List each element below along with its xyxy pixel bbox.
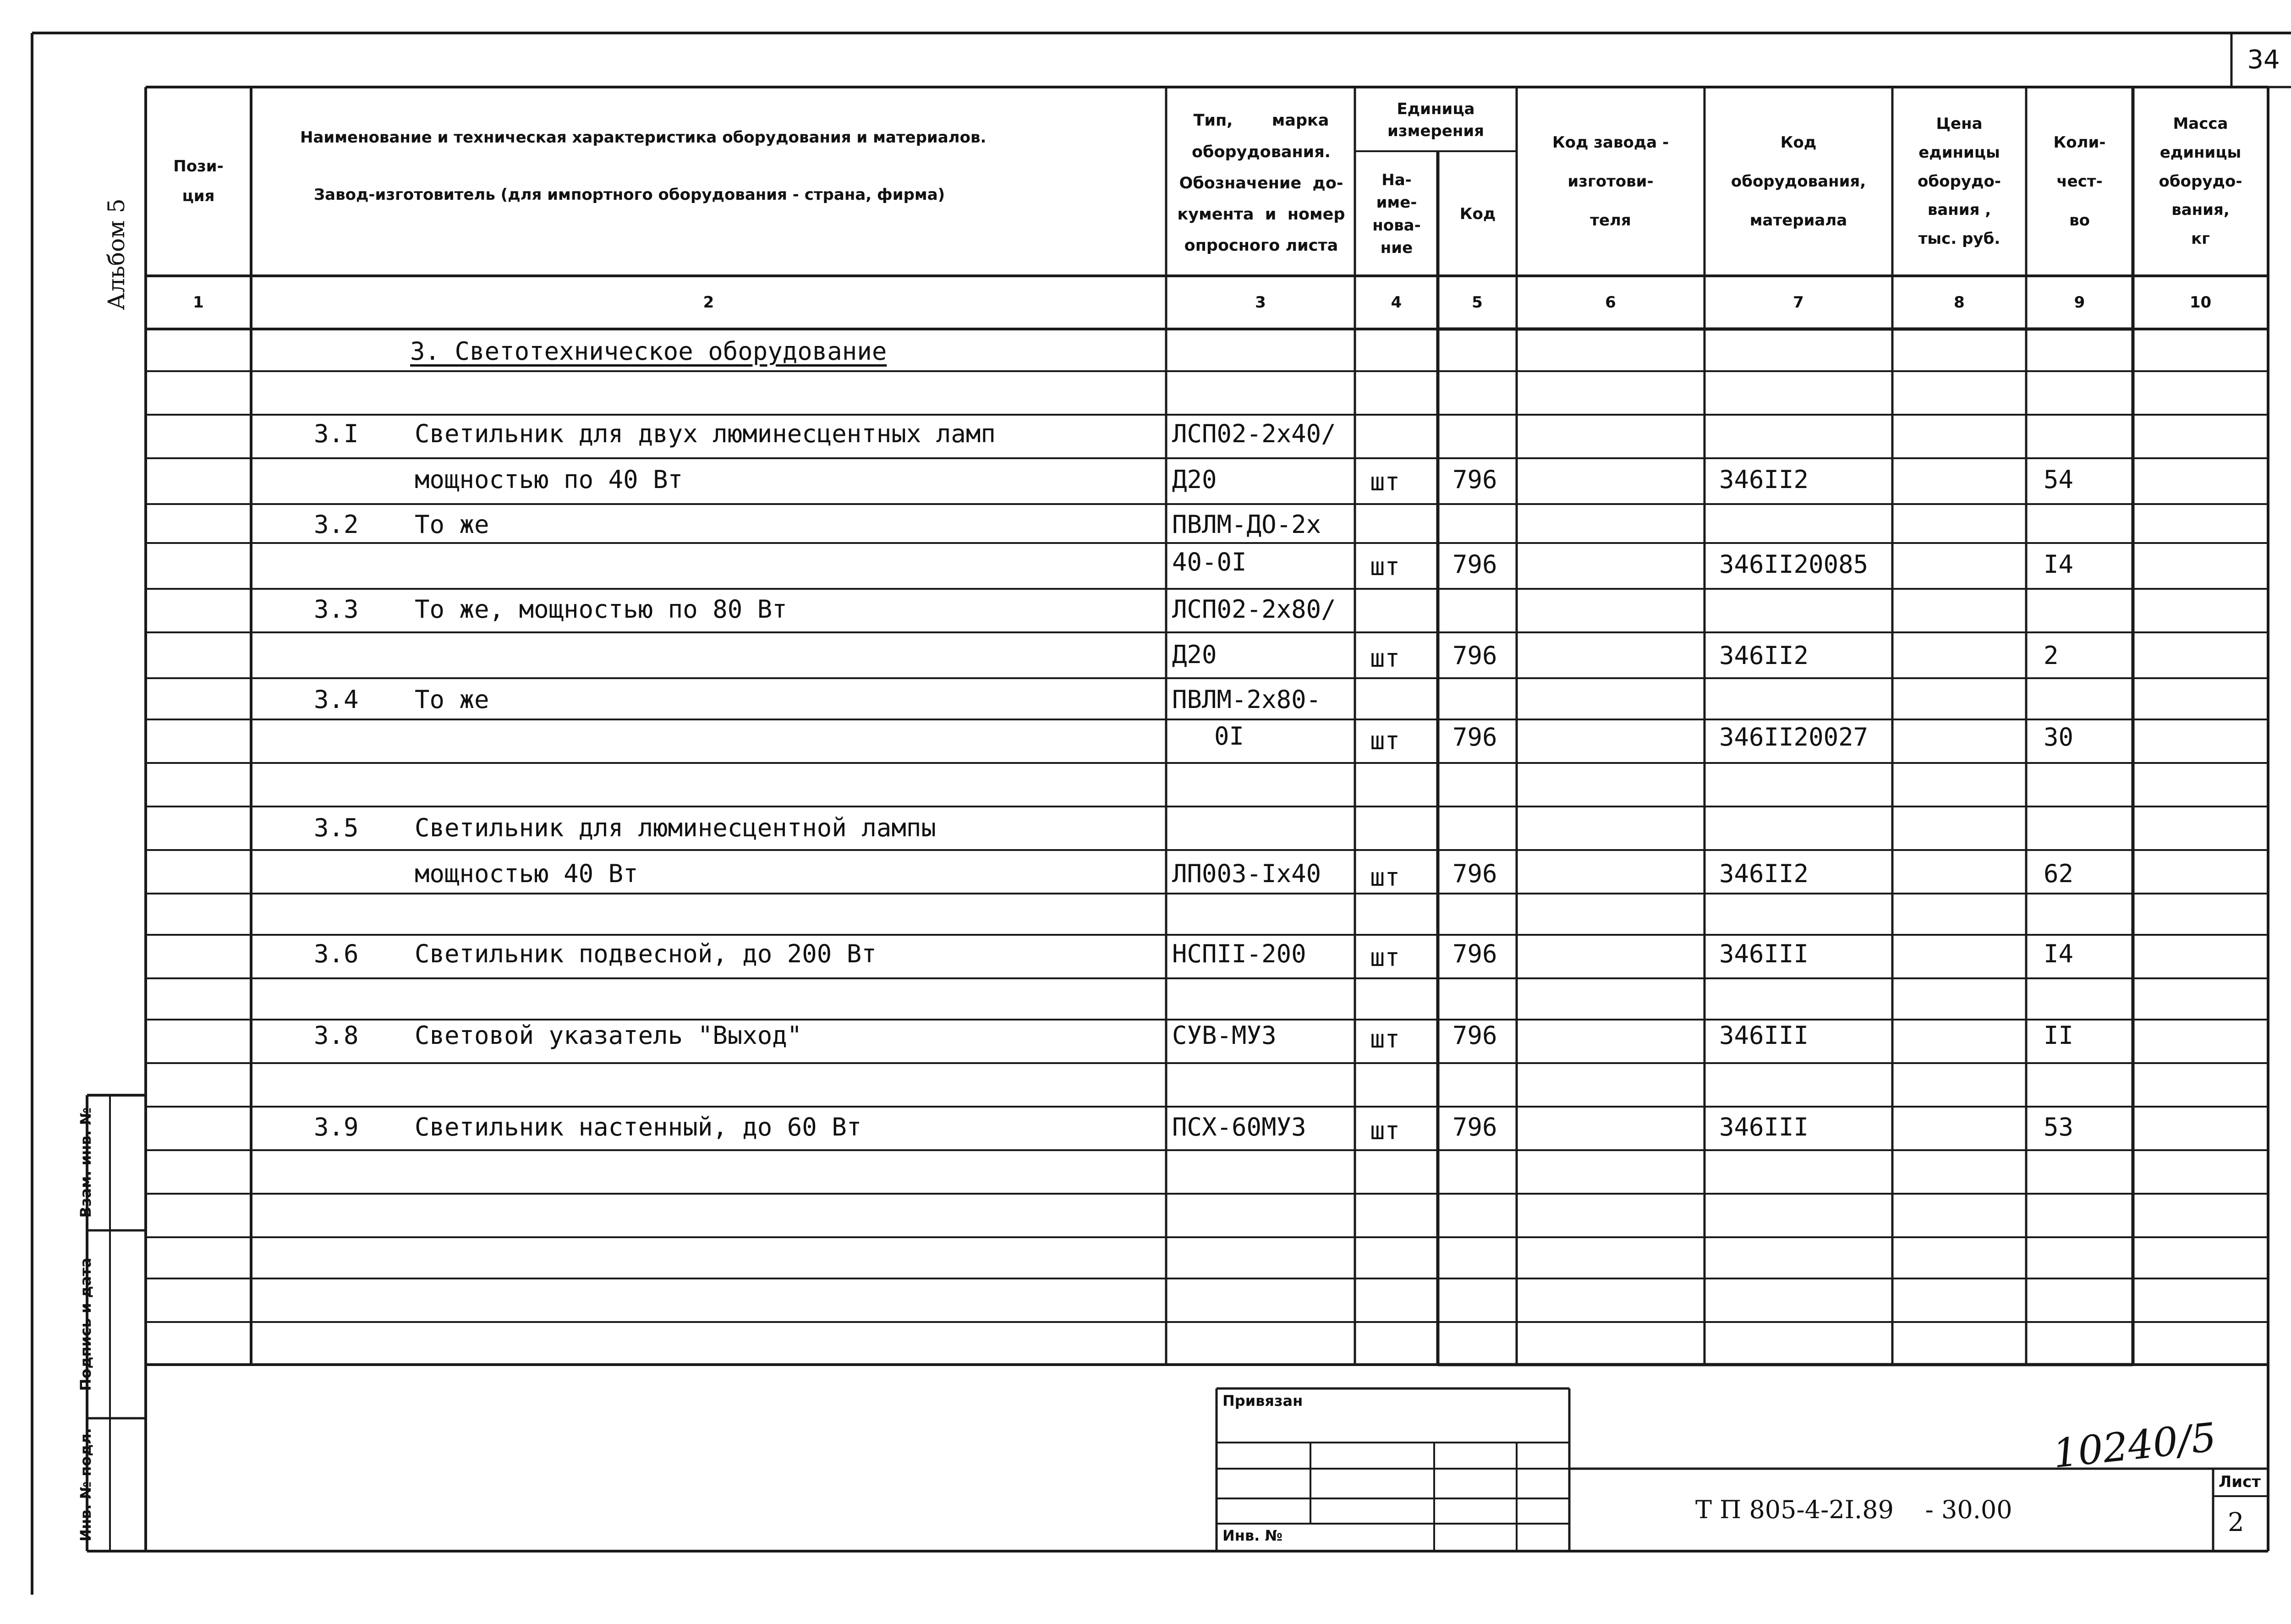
header-name-line2: Завод-изготовитель (для импортного оборудования - страна, фирма) [314, 185, 945, 204]
row-position: 3.9 [314, 1113, 359, 1141]
header-unit-group: Единица измерения [1387, 99, 1484, 140]
column-number: 10 [2189, 293, 2212, 312]
row-type: ПВЛМ-ДО-2х [1172, 510, 1321, 539]
row-name: Светильник для люминесцентной лампы [415, 813, 936, 842]
header-name-line1: Наименование и техническая характеристика оборудования и материалов. [300, 128, 987, 147]
row-equipment-code: 346II2 [1719, 859, 1809, 888]
row-equipment-code: 346III [1719, 939, 1809, 968]
row-name: Световой указатель "Выход" [415, 1021, 802, 1050]
section-title: 3. Светотехническое оборудование [410, 337, 887, 366]
header-type: Тип, марка оборудования. Обозначение до- кумента и номер опросного листа [1177, 111, 1345, 255]
stamp-replaced-inventory: Взам. инв. № [77, 1107, 94, 1218]
row-unit-code: 796 [1452, 550, 1497, 579]
row-position: 3.5 [314, 813, 359, 842]
row-unit-code: 796 [1452, 465, 1497, 494]
column-number: 7 [1793, 293, 1804, 312]
row-name: Светильник настенный, до 60 Вт [415, 1113, 862, 1141]
row-quantity: 53 [2044, 1113, 2074, 1141]
row-unit: шт [1370, 943, 1400, 972]
row-type: ЛП003-Iх40 [1172, 859, 1321, 888]
page-number: 34 [2247, 44, 2280, 75]
column-number: 9 [2074, 293, 2085, 312]
row-type: ЛСП02-2х40/ [1172, 419, 1336, 448]
row-quantity: I4 [2044, 550, 2074, 579]
row-unit: шт [1370, 1116, 1400, 1145]
row-equipment-code: 346II2 [1719, 465, 1809, 494]
stamp-original-inventory: Инв. № подл. [77, 1428, 94, 1542]
row-type: ЛСП02-2х80/ [1172, 595, 1336, 624]
row-type: НСПII-200 [1172, 939, 1306, 968]
row-equipment-code: 346II20027 [1719, 723, 1869, 752]
row-type: Д20 [1172, 640, 1217, 669]
column-number: 4 [1391, 293, 1402, 312]
column-number: 6 [1605, 293, 1616, 312]
row-position: 3.8 [314, 1021, 359, 1050]
row-name: мощностью 40 Вт [415, 859, 638, 888]
row-equipment-code: 346III [1719, 1021, 1809, 1050]
row-unit-code: 796 [1452, 641, 1497, 670]
row-position: 3.6 [314, 939, 359, 968]
row-quantity: I4 [2044, 939, 2074, 968]
document-code: Т П 805-4-2I.89 - 30.00 [1695, 1495, 2012, 1524]
title-inventory-number: Инв. № [1222, 1527, 1283, 1544]
album-label: Альбом 5 [103, 198, 130, 310]
column-number: 1 [193, 293, 204, 312]
row-name: Светильник подвесной, до 200 Вт [415, 939, 877, 968]
header-equipment-code: Код оборудования, материала [1731, 133, 1866, 230]
row-position: 3.4 [314, 685, 359, 714]
row-type: СУВ-МУЗ [1172, 1021, 1277, 1050]
row-type: Д20 [1172, 465, 1217, 494]
row-unit-code: 796 [1452, 939, 1497, 968]
row-unit-code: 796 [1452, 723, 1497, 752]
row-quantity: 2 [2044, 641, 2059, 670]
row-unit-code: 796 [1452, 1113, 1497, 1141]
row-position: 3.I [314, 419, 359, 448]
row-name: То же [415, 685, 489, 714]
row-type: 0I [1214, 722, 1244, 751]
sheet-number: 2 [2228, 1508, 2244, 1537]
row-equipment-code: 346II20085 [1719, 550, 1869, 579]
header-position: Пози- ция [173, 157, 224, 205]
row-type: ПВЛМ-2х80- [1172, 685, 1321, 714]
row-quantity: 54 [2044, 465, 2074, 494]
header-mass: Масса единицы оборудо- вания, кг [2159, 114, 2242, 248]
stamp-signature-date: Подпись и дата [77, 1257, 94, 1391]
row-quantity: II [2044, 1021, 2074, 1050]
row-name: То же [415, 510, 489, 539]
row-unit: шт [1370, 1025, 1400, 1053]
column-number: 8 [1954, 293, 1965, 312]
row-type: ПСХ-60МУЗ [1172, 1113, 1306, 1141]
column-number: 5 [1472, 293, 1483, 312]
row-quantity: 62 [2044, 859, 2074, 888]
header-maker-code: Код завода - изготови- теля [1552, 133, 1669, 230]
row-unit-code: 796 [1452, 1021, 1497, 1050]
row-name: мощностью по 40 Вт [415, 465, 683, 494]
header-price: Цена единицы оборудо- вания , тыс. руб. [1918, 114, 2001, 248]
row-unit: шт [1370, 644, 1400, 673]
row-unit-code: 796 [1452, 859, 1497, 888]
title-linked: Привязан [1222, 1392, 1303, 1410]
row-unit: шт [1370, 467, 1400, 496]
row-quantity: 30 [2044, 723, 2074, 752]
row-type: 40-0I [1172, 548, 1247, 576]
header-unit-name: На- име- нова- ние [1372, 170, 1421, 257]
row-unit: шт [1370, 863, 1400, 892]
sheet-label: Лист [2219, 1473, 2261, 1491]
column-number: 2 [703, 293, 714, 312]
handwritten-number: 10240/5 [2050, 1414, 2219, 1477]
row-name: Светильник для двух люминесцентных ламп [415, 419, 996, 448]
header-unit-code: Код [1459, 205, 1496, 224]
row-equipment-code: 346II2 [1719, 641, 1809, 670]
row-equipment-code: 346III [1719, 1113, 1809, 1141]
row-unit: шт [1370, 552, 1400, 581]
row-unit: шт [1370, 726, 1400, 755]
row-name: То же, мощностью по 80 Вт [415, 595, 787, 624]
row-position: 3.2 [314, 510, 359, 539]
column-number: 3 [1255, 293, 1266, 312]
row-position: 3.3 [314, 595, 359, 624]
header-quantity: Коли- чест- во [2053, 133, 2106, 230]
